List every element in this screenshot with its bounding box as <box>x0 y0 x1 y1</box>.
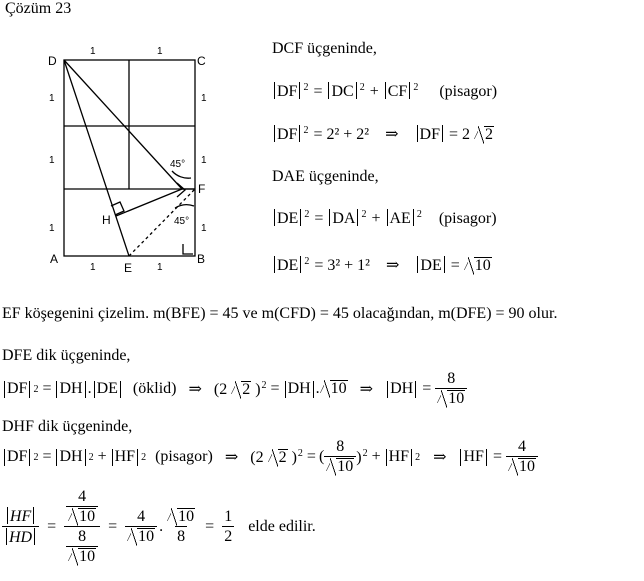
eq-df-result: DF $^2$ = 2² + 2² ⇒ DF = 2 2 <box>272 124 494 144</box>
geometry-figure <box>44 46 224 276</box>
eq-dae-pisagor: DE $^2$ = DA $^2$ + AE $^2$ (pisagor) <box>272 209 497 228</box>
main-line-1: EF köşegenini çizelim. m(BFE) = 45 ve m(CFD) = 45 olacağından, m(DFE) = 90 olur. <box>2 305 558 322</box>
dfe-title: DFE dik üçgeninde, <box>2 347 131 364</box>
right-angle-b <box>183 244 193 254</box>
bottom-1: 1 <box>90 262 96 273</box>
left-1: 1 <box>49 93 55 104</box>
label-c: C <box>197 54 206 68</box>
label-h: H <box>102 213 111 227</box>
eq-de-result: DE $^2$ = 3² + 1² ⇒ DE = 10 <box>272 255 492 275</box>
left-3: 1 <box>49 223 55 234</box>
top-2: 1 <box>157 46 163 57</box>
dae-title: DAE üçgeninde, <box>272 168 379 185</box>
label-b: B <box>197 252 206 266</box>
eq-oklid: DF 2 = DH . DE (öklid) ⇒ (2 2 )$^2$ = DH . 10 ⇒ DH = $\frac{8}{10}$ <box>2 370 467 408</box>
dcf-title: DCF üçgeninde, <box>272 40 377 57</box>
dhf-title: DHF dik üçgeninde, <box>2 418 133 435</box>
top-1: 1 <box>90 46 96 57</box>
right-3: 1 <box>201 223 207 234</box>
eq-dhf-pisagor: DF 2 = DH 2 + HF 2 (pisagor) ⇒ (2 2 )$^2$ = ( $\frac{8}{10}$ )$^2$ + HF 2 ⇒ HF = $\frac{4}{10}$ <box>2 438 538 476</box>
label-f: F <box>198 182 206 196</box>
segment-df <box>64 60 182 189</box>
angle-arc-1 <box>172 171 191 178</box>
right-1: 1 <box>201 93 207 104</box>
label-d: D <box>48 54 57 68</box>
angle-label-1: 45° <box>170 159 186 170</box>
angle-label-2: 45° <box>174 216 190 227</box>
label-a: A <box>50 252 59 266</box>
eq-ratio: $\frac{HF}{HD}$ = $\frac{\frac{4}{10}}{\frac{8}{10}}$ = $\frac{4}{10}$ . $\frac{10}{8}$ = $\frac{1}{2}$ elde edilir. <box>2 488 316 566</box>
label-e: E <box>124 261 133 275</box>
solution-title: Çözüm 23 <box>5 0 72 17</box>
segment-de <box>64 60 129 256</box>
eq-dcf-pisagor: DF $^2$ = DC $^2$ + CF $^2$ (pisagor) <box>272 82 497 101</box>
right-2: 1 <box>201 155 207 166</box>
bottom-2: 1 <box>157 262 163 273</box>
left-2: 1 <box>49 155 55 166</box>
angle-arc-2 <box>175 205 194 208</box>
